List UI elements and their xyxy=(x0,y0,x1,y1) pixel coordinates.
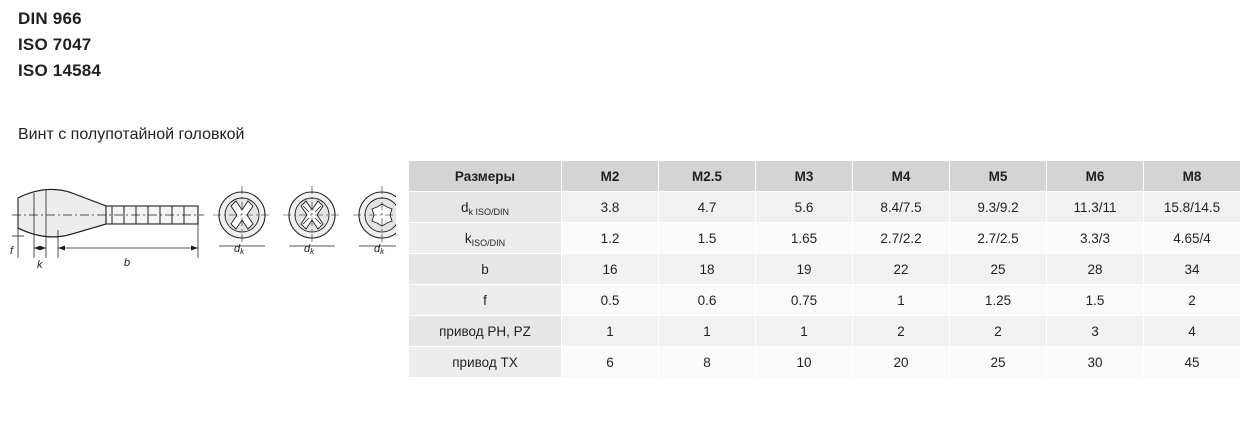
table-row xyxy=(409,316,1241,347)
standards-list xyxy=(18,6,101,84)
row-label-f: f xyxy=(409,285,562,316)
cell-dk-m2: 3.8 xyxy=(562,192,659,223)
dimension-label-dk-torx: dk xyxy=(374,243,385,256)
cell-b-m8: 34 xyxy=(1144,254,1241,285)
cell-b-m4: 22 xyxy=(853,254,950,285)
cell-ph-m25: 1 xyxy=(659,316,756,347)
cell-ph-m5: 2 xyxy=(950,316,1047,347)
cell-b-m6: 28 xyxy=(1047,254,1144,285)
table-header-cell-1: M2 xyxy=(562,161,659,192)
row-label-drive-tx: привод TX xyxy=(409,347,562,378)
cell-tx-m5: 25 xyxy=(950,347,1047,378)
cell-ph-m3: 1 xyxy=(756,316,853,347)
phillips-drive-head xyxy=(213,186,271,244)
side-view-screw xyxy=(12,189,204,236)
dimensions-table xyxy=(408,160,1241,378)
row-label-b: b xyxy=(409,254,562,285)
table-header-row xyxy=(409,161,1241,192)
row-label-dk-main: d xyxy=(460,199,469,215)
cell-b-m3: 19 xyxy=(756,254,853,285)
row-label-k-main: k xyxy=(464,230,472,246)
table-header-cell-7: M8 xyxy=(1144,161,1241,192)
table-header-cell-6: M6 xyxy=(1047,161,1144,192)
cell-b-m2: 16 xyxy=(562,254,659,285)
product-subtitle: Винт с полупотайной головкой xyxy=(18,126,245,143)
cell-f-m6: 1.5 xyxy=(1047,285,1144,316)
cell-f-m2: 0.5 xyxy=(562,285,659,316)
row-label-k xyxy=(409,223,562,254)
table-row xyxy=(409,254,1241,285)
table-row xyxy=(409,347,1241,378)
cell-f-m5: 1.25 xyxy=(950,285,1047,316)
standard-iso-14584: ISO 14584 xyxy=(18,61,102,80)
row-label-dk-sub: k ISO/DIN xyxy=(468,206,510,217)
cell-k-m4: 2.7/2.2 xyxy=(853,223,950,254)
technical-drawing xyxy=(6,160,396,280)
dimension-label-dk-phillips: dk xyxy=(234,243,245,256)
cell-dk-m4: 8.4/7.5 xyxy=(853,192,950,223)
cell-b-m25: 18 xyxy=(659,254,756,285)
pozidriv-drive-head xyxy=(283,186,341,244)
cell-b-m5: 25 xyxy=(950,254,1047,285)
cell-k-m6: 3.3/3 xyxy=(1047,223,1144,254)
row-label-k-sub: ISO/DIN xyxy=(471,237,506,248)
table-row xyxy=(409,223,1241,254)
cell-tx-m4: 20 xyxy=(853,347,950,378)
table-row xyxy=(409,192,1241,223)
table-header-cell-0: Размеры xyxy=(409,161,562,192)
table-header-cell-4: M4 xyxy=(853,161,950,192)
standard-iso-7047: ISO 7047 xyxy=(18,35,92,54)
cell-k-m8: 4.65/4 xyxy=(1144,223,1241,254)
torx-drive-head xyxy=(353,186,396,244)
standard-din-966: DIN 966 xyxy=(18,9,82,28)
cell-ph-m4: 2 xyxy=(853,316,950,347)
cell-tx-m2: 6 xyxy=(562,347,659,378)
table-row xyxy=(409,285,1241,316)
cell-f-m8: 2 xyxy=(1144,285,1241,316)
row-label-dk xyxy=(409,192,562,223)
table-header-cell-3: M3 xyxy=(756,161,853,192)
cell-f-m25: 0.6 xyxy=(659,285,756,316)
dimension-label-f: f xyxy=(10,245,14,257)
cell-k-m25: 1.5 xyxy=(659,223,756,254)
table-header-cell-2: M2.5 xyxy=(659,161,756,192)
table-header-cell-5: M5 xyxy=(950,161,1047,192)
cell-tx-m3: 10 xyxy=(756,347,853,378)
cell-k-m5: 2.7/2.5 xyxy=(950,223,1047,254)
cell-ph-m6: 3 xyxy=(1047,316,1144,347)
row-label-drive-ph-pz: привод PH, PZ xyxy=(409,316,562,347)
cell-f-m3: 0.75 xyxy=(756,285,853,316)
cell-dk-m8: 15.8/14.5 xyxy=(1144,192,1241,223)
dimension-label-k: k xyxy=(37,259,43,271)
cell-tx-m25: 8 xyxy=(659,347,756,378)
dimension-label-dk-pozidriv: dk xyxy=(304,243,315,256)
dimension-label-b: b xyxy=(124,257,131,269)
cell-k-m3: 1.65 xyxy=(756,223,853,254)
cell-tx-m8: 45 xyxy=(1144,347,1241,378)
cell-ph-m8: 4 xyxy=(1144,316,1241,347)
cell-k-m2: 1.2 xyxy=(562,223,659,254)
cell-dk-m3: 5.6 xyxy=(756,192,853,223)
cell-tx-m6: 30 xyxy=(1047,347,1144,378)
cell-f-m4: 1 xyxy=(853,285,950,316)
cell-dk-m5: 9.3/9.2 xyxy=(950,192,1047,223)
cell-dk-m6: 11.3/11 xyxy=(1047,192,1144,223)
cell-dk-m25: 4.7 xyxy=(659,192,756,223)
cell-ph-m2: 1 xyxy=(562,316,659,347)
